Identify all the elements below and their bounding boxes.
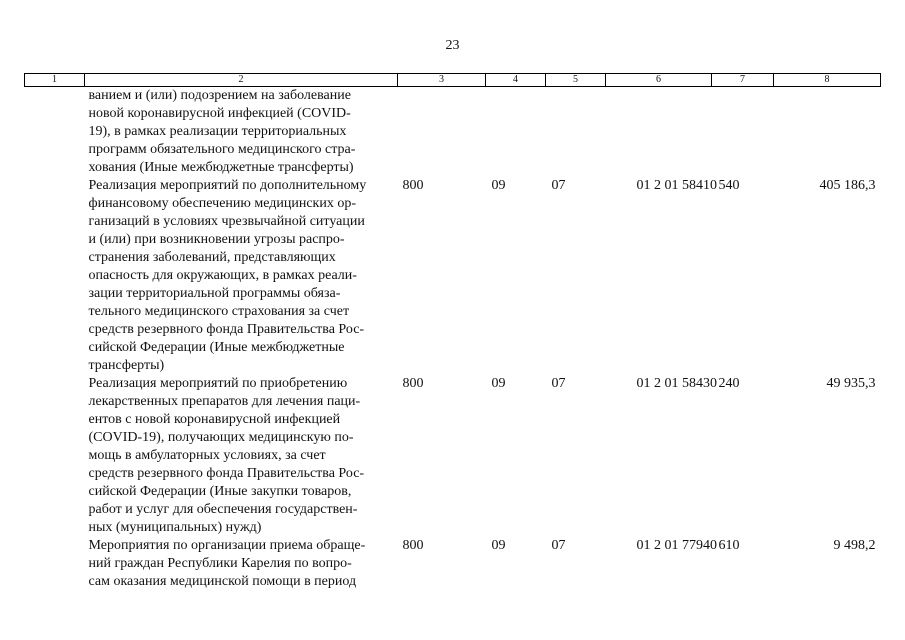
cell-col-1	[25, 537, 85, 591]
description-line: программ обязательного медицинского стра-	[88, 142, 356, 157]
cell-description	[85, 87, 398, 178]
cell-col-1	[25, 177, 85, 375]
description-line: новой коронавирусной инфекцией (COVID-	[88, 106, 351, 121]
header-col-8: 8	[774, 74, 881, 87]
cell-admin-code: 800	[402, 178, 424, 193]
cell-admin-code: 800	[402, 376, 424, 391]
description-line: Мероприятия по организации приема обраще-	[88, 538, 366, 553]
cell-amount: 9 498,2	[833, 538, 876, 553]
description-line: средств резервного фонда Правительства Рос-	[88, 466, 365, 481]
description-line: опасность для окружающих, в рамках реали-	[88, 268, 357, 283]
header-col-1: 1	[25, 74, 85, 87]
cell-col-1	[25, 87, 85, 178]
cell-target-article: 01 2 01 77940	[636, 538, 717, 553]
description-line: тельного медицинского страхования за счет	[88, 304, 350, 319]
cell-section: 09	[491, 178, 506, 193]
description-line: сийской Федерации (Иные межбюджетные	[88, 340, 345, 355]
description-line: ных (муниципальных) нужд)	[88, 520, 262, 535]
description-line: 19), в рамках реализации территориальных	[88, 124, 347, 139]
cell-amount	[774, 87, 881, 178]
cell-subsection: 07	[551, 178, 566, 193]
cell-description	[85, 177, 398, 375]
description-line: зации территориальной программы обяза-	[88, 286, 341, 301]
header-col-2: 2	[85, 74, 398, 87]
cell-admin-code	[398, 87, 486, 178]
cell-section: 09	[491, 376, 506, 391]
description-line: сийской Федерации (Иные закупки товаров,	[88, 484, 352, 499]
table-body	[25, 87, 881, 592]
description-line: Реализация мероприятий по приобретению	[88, 376, 348, 391]
cell-target-article: 01 2 01 58410	[636, 178, 717, 193]
cell-description	[85, 375, 398, 537]
header-col-3: 3	[398, 74, 486, 87]
cell-section	[486, 87, 546, 178]
cell-target-article	[606, 87, 712, 178]
cell-col-1	[25, 375, 85, 537]
description-line: средств резервного фонда Правительства Рос-	[88, 322, 365, 337]
description-line: странения заболеваний, представляющих	[88, 250, 336, 265]
cell-subsection	[546, 87, 606, 178]
description-line: сам оказания медицинской помощи в период	[88, 574, 357, 589]
description-line: работ и услуг для обеспечения государствен-	[88, 502, 358, 517]
cell-subsection: 07	[551, 376, 566, 391]
description-line: Реализация мероприятий по дополнительному	[88, 178, 367, 193]
table-row	[25, 87, 881, 178]
cell-expense-type: 540	[718, 178, 740, 193]
cell-description	[85, 537, 398, 591]
table-row	[25, 177, 881, 375]
cell-expense-type	[712, 87, 774, 178]
header-col-7: 7	[712, 74, 774, 87]
header-col-5: 5	[546, 74, 606, 87]
description-line: трансферты)	[88, 358, 165, 373]
table-row	[25, 537, 881, 591]
table-header	[25, 74, 881, 87]
description-line: и (или) при возникновении угрозы распро-	[88, 232, 345, 247]
cell-amount: 405 186,3	[819, 178, 876, 193]
description-line: лекарственных препаратов для лечения паци-	[88, 394, 361, 409]
page-number: 23	[445, 38, 460, 53]
description-line: финансовому обеспечению медицинских ор-	[88, 196, 357, 211]
description-line: (COVID-19), получающих медицинскую по-	[88, 430, 354, 445]
header-row	[25, 74, 881, 87]
description-line: хования (Иные межбюджетные трансферты)	[88, 160, 354, 175]
description-line: ентов с новой коронавирусной инфекцией	[88, 412, 341, 427]
description-line: мощь в амбулаторных условиях, за счет	[88, 448, 326, 463]
budget-table	[24, 73, 881, 591]
description-line: ганизаций в условиях чрезвычайной ситуации	[88, 214, 365, 229]
cell-target-article: 01 2 01 58430	[636, 376, 717, 391]
description-line: ванием и (или) подозрением на заболевание	[88, 88, 351, 103]
cell-subsection: 07	[551, 538, 566, 553]
cell-expense-type: 240	[718, 376, 740, 391]
cell-amount: 49 935,3	[826, 376, 876, 391]
cell-expense-type: 610	[718, 538, 740, 553]
header-col-6: 6	[606, 74, 712, 87]
cell-section: 09	[491, 538, 506, 553]
header-col-4: 4	[486, 74, 546, 87]
cell-admin-code: 800	[402, 538, 424, 553]
table-row	[25, 375, 881, 537]
description-line: ний граждан Республики Карелия по вопро-	[88, 556, 352, 571]
